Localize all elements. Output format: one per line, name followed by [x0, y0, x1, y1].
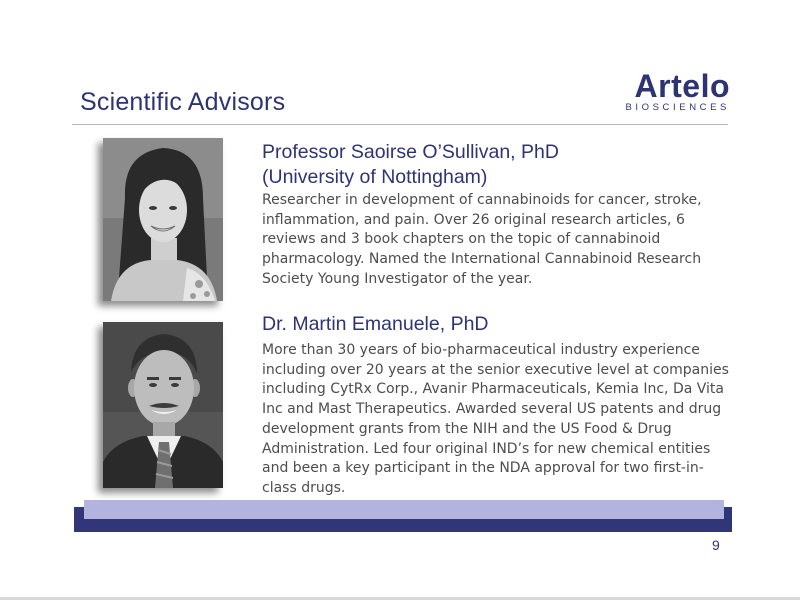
advisor-name: Dr. Martin Emanuele, PhD [262, 313, 489, 335]
artelo-logo [600, 68, 730, 116]
advisor-description: Researcher in development of cannabinoids for cancer, stroke, inflammation, and pain. Over 26 original research articles, 6 reviews and 3 book chapters on the topic of cannabinoid pharmacology. Named the International Cannabinoid Research Society Young Investigator of the year. [262, 192, 702, 287]
footer-band-light [84, 500, 724, 519]
slide-title: Scientific Advisors [80, 88, 286, 116]
title-divider [72, 124, 728, 125]
portrait-image [103, 322, 223, 488]
page-number: 9 [712, 537, 720, 553]
advisor-description: More than 30 years of bio-pharmaceutical industry experience including over 20 years at the senior executive level at companies including CytRx Corp., Avanir Pharmaceuticals, Kemia Inc, Da Vita Inc and Mast Therapeutics. Awarded several US patents and drug development grants from the NIH and the US Food & Drug Administration. Led four original IND’s for new chemical entities and been a key participant in the NDA approval for two first-in-class drugs. [262, 342, 729, 496]
advisor-bio-osullivan [262, 140, 732, 290]
logo-subtitle: BIOSCIENCES [625, 102, 730, 113]
advisor-photo-emanuele [103, 322, 223, 488]
advisor-photo-osullivan [103, 138, 223, 301]
portrait-image [103, 138, 223, 301]
logo-wordmark: Artelo [634, 68, 730, 104]
advisor-bio-emanuele [262, 312, 732, 499]
advisor-name: Professor Saoirse O’Sullivan, PhD [262, 141, 559, 163]
advisor-affiliation: (University of Nottingham) [262, 166, 488, 188]
